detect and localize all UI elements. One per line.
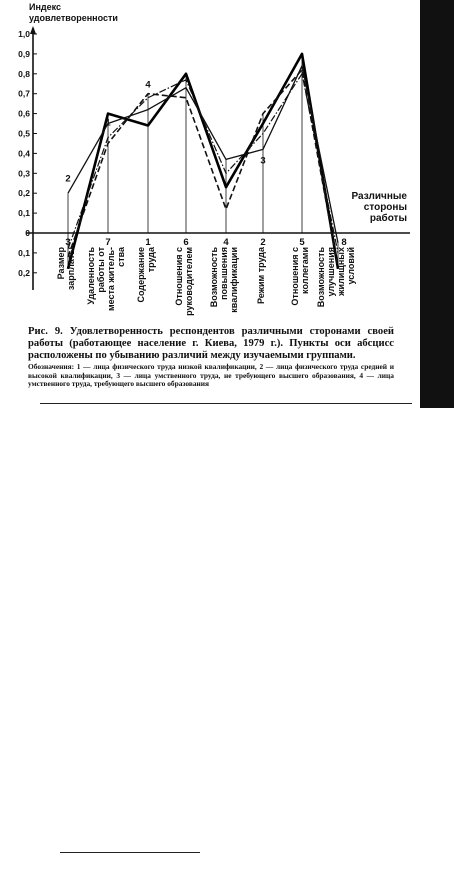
y-axis-arrow (30, 26, 36, 34)
x-axis-title: стороны (363, 202, 407, 213)
category-label: условий (346, 247, 356, 285)
series-label-4: 4 (145, 79, 151, 91)
category-label: квалификации (229, 247, 239, 313)
category-label: труда (146, 247, 156, 273)
y-axis-title: удовлетворенности (29, 13, 118, 23)
y-tick-label: 0,8 (18, 68, 30, 79)
y-axis-title: Индекс (29, 2, 62, 12)
category-label: коллегами (300, 247, 310, 294)
divider-line (40, 403, 412, 404)
x-axis-title: Различные (351, 191, 407, 202)
y-tick-label: 0,1 (18, 247, 30, 258)
figure-caption: Рис. 9. Удовлетворенность респондентов различными сторонами своей работы (работающее население г. Киева, 1979 г.). Пункты оси абсцисс расположены по убыванию различий между изучаемыми группами. (28, 326, 394, 361)
axis-titles (29, 2, 407, 224)
satisfaction-chart (0, 0, 454, 330)
category-label: Возможность (209, 247, 219, 308)
y-tick-label: 0,3 (18, 168, 30, 179)
category-label: жилищных (336, 247, 346, 296)
y-tick-label: 0,6 (18, 108, 30, 119)
y-tick-label: 0,4 (18, 148, 30, 159)
series-label-2: 2 (65, 173, 71, 185)
category-label: работы от (96, 247, 106, 293)
series-line-4 (68, 74, 338, 253)
category-label: места житель- (106, 247, 116, 312)
series-label-3: 3 (260, 155, 266, 167)
category-label: Удаленность (86, 247, 96, 305)
y-tick-label: 1,0 (18, 29, 30, 39)
y-tick-label: 0 (25, 228, 30, 238)
category-label: Режим труда (256, 247, 266, 305)
category-labels (56, 246, 356, 316)
y-axis-ticks (18, 29, 37, 278)
y-tick-label: 0,2 (18, 267, 30, 278)
category-label: улучшения (326, 247, 336, 297)
category-label: Содержание (136, 247, 146, 303)
y-tick-label: 0,1 (18, 208, 30, 219)
category-label: Отношения с (174, 247, 184, 306)
category-label: ства (116, 247, 126, 267)
category-label: зарплаты (66, 247, 76, 291)
category-label: повышения (219, 247, 229, 300)
category-label: руководителем (184, 247, 194, 316)
category-number: 3 (65, 237, 71, 248)
category-label: Размер (56, 247, 66, 280)
y-tick-label: 0,2 (18, 188, 30, 199)
y-tick-label: 0,5 (18, 128, 30, 139)
x-axis-title: работы (369, 213, 407, 224)
figure-legend: Обозначения: 1 — лица физического труда низкой квалификации, 2 — лица физического труда средней и высокой квалификации, 3 — лица умственного труда, не требующего высшего образования, 4 — лица умственного труда, требующего высшего образования (28, 362, 394, 389)
category-number: 2 (260, 237, 266, 248)
footnote-rule (60, 852, 200, 853)
category-number: 4 (223, 237, 229, 248)
y-tick-label: 0,9 (18, 48, 30, 59)
y-tick-label: 0,7 (18, 88, 30, 99)
series-label-1: 1 (105, 117, 111, 129)
category-number: 1 (145, 237, 151, 248)
category-label: Отношения с (290, 247, 300, 306)
category-number: 5 (299, 237, 305, 248)
series-line-2 (68, 66, 338, 243)
category-number: 8 (341, 237, 347, 248)
category-number: 7 (105, 237, 111, 248)
category-number: 6 (183, 237, 189, 248)
category-label: Возможность (316, 247, 326, 308)
